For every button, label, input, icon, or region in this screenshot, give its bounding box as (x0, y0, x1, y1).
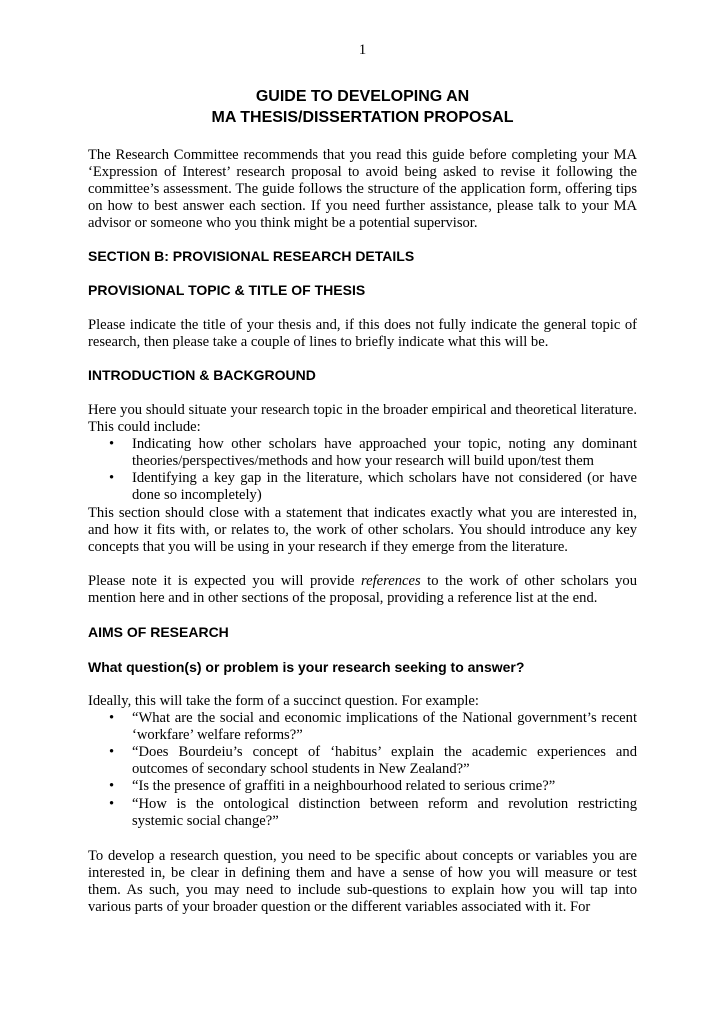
intro-background-list (88, 436, 637, 504)
list-item: • “What are the social and economic implications of the National government’s recent ‘workfare’ welfare reforms?” (88, 710, 637, 744)
aims-subheading: What question(s) or problem is your research seeking to answer? (88, 659, 525, 675)
topic-heading: PROVISIONAL TOPIC & TITLE OF THESIS (88, 282, 366, 298)
references-emphasis: references (361, 573, 421, 589)
list-item: • “Is the presence of graffiti in a neighbourhood related to serious crime?” (88, 778, 637, 795)
section-b-heading: SECTION B: PROVISIONAL RESEARCH DETAILS (88, 248, 415, 264)
develop-question-paragraph: To develop a research question, you need to be specific about concepts or variables you are interested in, be clear in defining them and have a sense of how you will measure or test them. As such, you may need to include sub-questions to explain how you will tap into various parts of your broader question or the different variables associated with it. For (88, 848, 637, 916)
list-item: • Indicating how other scholars have approached your topic, noting any dominant theories/perspectives/methods and how your research will build upon/test them (88, 436, 637, 470)
page-number: 1 (358, 42, 367, 58)
references-note (88, 573, 637, 607)
list-item: • “Does Bourdeiu’s concept of ‘habitus’ explain the academic experiences and outcomes of secondary school students in New Zealand?” (88, 744, 637, 778)
intro-background-close: This section should close with a statement that indicates exactly what you are interested in, and how it fits with, or relates to, the work of other scholars. You should introduce any key concepts that you will be using in your research if they emerge from the literature. (88, 504, 637, 555)
references-note-end: to the work of other scholars you mention here and in other sections of the proposal, providing a reference list at the end. (88, 573, 637, 607)
aims-body (88, 693, 637, 830)
title-line-1: GUIDE TO DEVELOPING AN (255, 88, 470, 105)
references-note-start: Please note it is expected you will provide (88, 573, 361, 589)
intro-background-body (88, 402, 637, 556)
topic-paragraph: Please indicate the title of your thesis and, if this does not fully indicate the general topic of research, then please take a couple of lines to briefly indicate what this will be. (88, 317, 637, 351)
document-title (0, 86, 725, 128)
intro-paragraph: The Research Committee recommends that you read this guide before completing your MA ‘Expression of Interest’ research proposal to avoid being asked to revise it following the committee’s assessment. The guide follows the structure of the application form, offering tips on how to best answer each section. If you need further assistance, please talk to your MA advisor or someone who you think might be a potential supervisor. (88, 147, 637, 232)
list-item: • Identifying a key gap in the literature, which scholars have not considered (or have done so incompletely) (88, 470, 637, 504)
intro-background-heading: INTRODUCTION & BACKGROUND (88, 367, 316, 383)
aims-question-list (88, 710, 637, 830)
aims-heading: AIMS OF RESEARCH (88, 624, 229, 640)
list-item: • “How is the ontological distinction between reform and revolution restricting systemic social change?” (88, 796, 637, 830)
intro-background-lead: Here you should situate your research topic in the broader empirical and theoretical literature. This could include: (88, 402, 637, 436)
title-line-2: MA THESIS/DISSERTATION PROPOSAL (211, 109, 514, 126)
aims-lead: Ideally, this will take the form of a succinct question. For example: (88, 693, 479, 709)
